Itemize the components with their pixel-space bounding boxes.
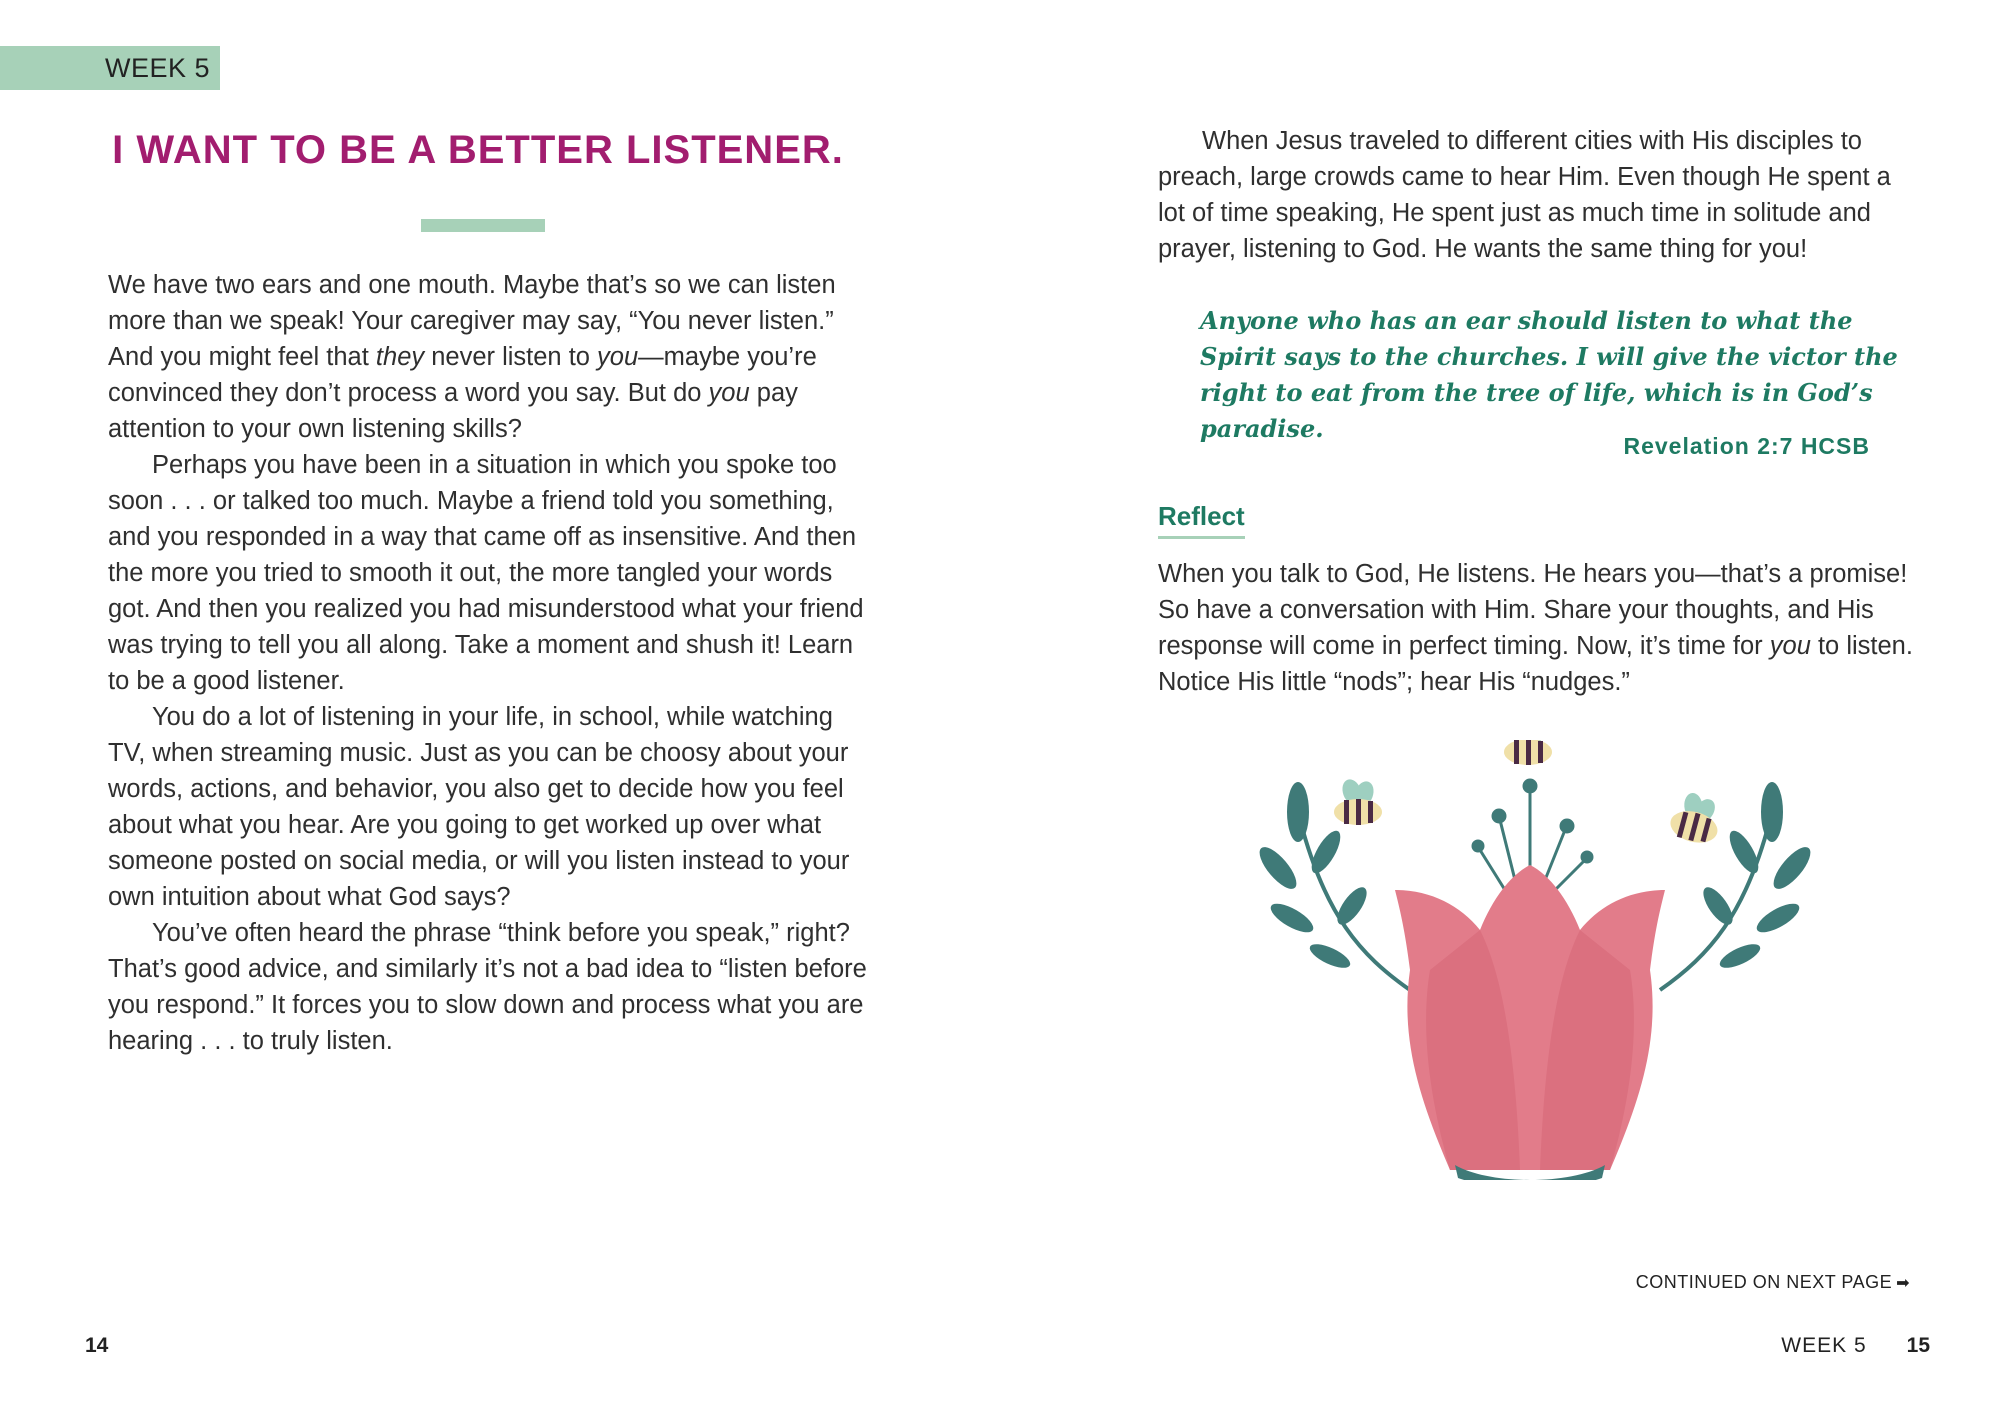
paragraph-text: to listen. Notice His little “nods”; hear His “nudges.”	[1158, 632, 1913, 696]
title-underline-bar	[421, 219, 545, 232]
intro-paragraph: When Jesus traveled to different cities with His disciples to preach, large crowds came to hear Him. Even though He spent a lot of time speaking, He spent just as much time in solitude and prayer, listening to God. He wants the same thing for you!	[1158, 127, 1891, 263]
bee-icon	[1504, 740, 1552, 765]
tulip-flower-icon	[1395, 865, 1665, 1180]
scripture-verse: Anyone who has an ear should listen to what the Spirit says to the churches. I will give the victor the right to eat from the tree of life, which is in God’s paradise.	[1200, 306, 1898, 443]
paragraph-text: We have two ears and one mouth. Maybe that’s so we can listen more than we speak! Your caregiver may say, “You never listen.” And you might feel that	[108, 271, 836, 371]
reflect-heading: Reflect	[1158, 501, 1245, 539]
intro-text	[1158, 123, 1918, 267]
left-leaf-branch-icon	[1254, 782, 1410, 990]
bee-icon	[1334, 777, 1382, 825]
scripture-reference: Revelation 2:7 HCSB	[1623, 433, 1870, 459]
paragraph-text: When you talk to God, He listens. He hears you—that’s a promise! So have a conversation with Him. Share your thoughts, and His response will come in perfect timing. Now, it’s time for	[1158, 560, 1908, 660]
emphasis-text: you	[708, 379, 750, 407]
footer-week-label: WEEK 5	[1781, 1334, 1867, 1357]
paragraph-1	[108, 267, 868, 447]
main-text	[108, 267, 868, 1059]
flower-illustration	[1230, 740, 1840, 1180]
reflect-paragraph	[1158, 556, 1918, 700]
page-title: I WANT TO BE A BETTER LISTENER.	[112, 128, 844, 172]
emphasis-text: they	[375, 343, 425, 371]
arrow-right-icon: ➡	[1896, 1275, 1910, 1292]
paragraph-text: never listen to	[424, 343, 598, 371]
paragraph-text: —maybe you’re convinced they don’t process a word you say. But do	[108, 343, 817, 407]
emphasis-text: you	[1769, 632, 1811, 660]
reflect-text	[1158, 556, 1918, 700]
page-number-left: 14	[85, 1334, 109, 1357]
week-tab: WEEK 5	[0, 46, 220, 90]
paragraph-text: pay attention to your own listening skills?	[108, 379, 798, 443]
footer-right	[1781, 1334, 1930, 1358]
continued-text: CONTINUED ON NEXT PAGE	[1635, 1272, 1893, 1292]
paragraph-3: You do a lot of listening in your life, in school, while watching TV, when streaming music. Just as you can be choosy about your words, actions, and behavior, you also get to decide how you feel about what you hear. Are you going to get worked up over what someone posted on social media, or will you listen instead to your own intuition about what God says?	[108, 703, 850, 911]
continued-note	[1636, 1272, 1910, 1293]
right-page	[1000, 0, 2000, 1418]
bee-icon	[1667, 787, 1726, 848]
page-number-right: 15	[1906, 1334, 1930, 1357]
paragraph-2: Perhaps you have been in a situation in which you spoke too soon . . . or talked too much. Maybe a friend told you something, and you responded in a way that came off as insensitive. And then the more you tried to smooth it out, the more tangled your words got. And then you realized you had misunderstood what your friend was trying to tell you all along. Take a moment and shush it! Learn to be a good listener.	[108, 451, 864, 695]
emphasis-text: you	[597, 343, 639, 371]
paragraph-4: You’ve often heard the phrase “think before you speak,” right? That’s good advice, and similarly it’s not a bad idea to “listen before you respond.” It forces you to slow down and process what you are hearing . . . to truly listen.	[108, 919, 867, 1055]
